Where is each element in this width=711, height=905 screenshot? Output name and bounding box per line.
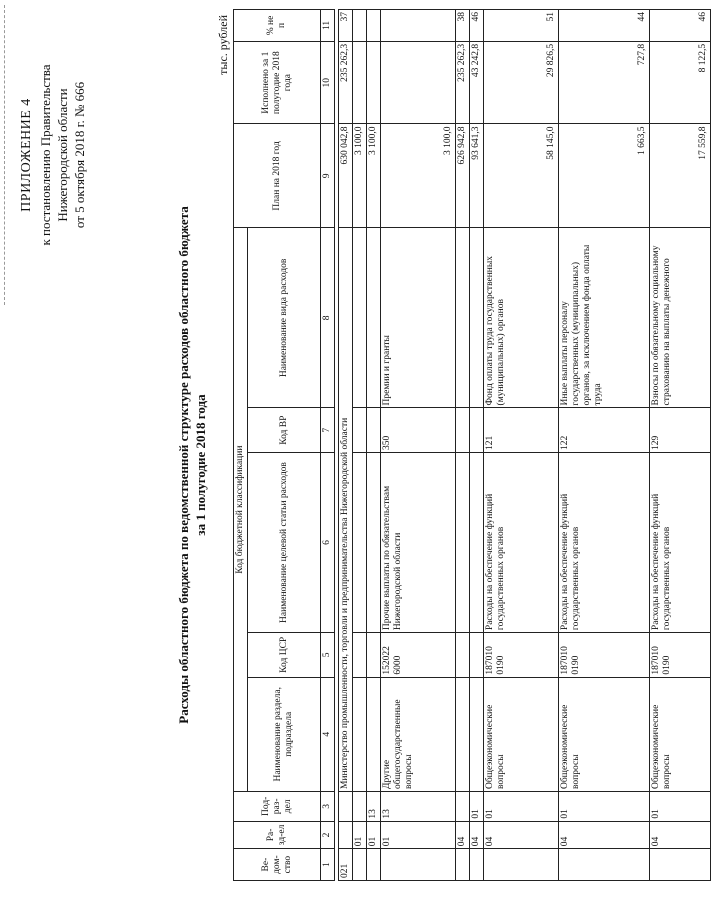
cell-plan: 3 100,0 (353, 124, 367, 228)
header-vedomstvo: Ве-дом-ство (234, 849, 321, 881)
table-row (650, 10, 711, 881)
cell-podrazdel: 01 (559, 792, 650, 822)
cell-pct: 51 (484, 10, 559, 42)
header-name-vr: Наименование вида расходов (248, 228, 321, 408)
units-label: тыс. рублей (216, 15, 230, 75)
cell-plan: 3 100,0 (381, 124, 456, 228)
cell-ministry-name: Министерство промышленности, торговли и предпринимательства Нижегородской области (339, 228, 353, 792)
expenses-table (233, 9, 711, 881)
cell-razdel: 04 (484, 821, 559, 849)
cell-vr-name: Взносы по обязательному социальному страхованию на выплаты денежного (650, 228, 711, 408)
cell-section-name: Другие общегосударственные вопросы (381, 677, 456, 791)
cell-plan: 630 042,8 (339, 124, 353, 228)
top-rule (4, 5, 5, 305)
appendix-line: от 5 октября 2018 г. № 666 (72, 81, 87, 229)
cell-csr-name: Прочие выплаты по обязательствам Нижегородской области (381, 452, 456, 632)
cell-razdel (339, 821, 353, 849)
appendix-block (18, 5, 88, 305)
column-number: 10 (321, 41, 335, 124)
cell-vr-name: Фонд оплаты труда государственных (муниципальных) органов (484, 228, 559, 408)
cell-done: 727,8 (559, 41, 650, 124)
column-number: 1 (321, 849, 335, 881)
cell-done: 235 262,3 (456, 41, 470, 124)
column-number: 3 (321, 792, 335, 822)
cell-vr: 122 (559, 408, 650, 453)
cell-vr-name: Премии и гранты (381, 228, 456, 408)
cell-done: 43 242,8 (470, 41, 484, 124)
title-line: Расходы областного бюджета по ведомственной структуре расходов областного бюджета (176, 206, 191, 724)
cell-plan: 17 559,8 (650, 124, 711, 228)
cell-razdel: 01 (353, 821, 367, 849)
cell-pct: 46 (470, 10, 484, 42)
column-number: 11 (321, 10, 335, 42)
cell-podrazdel: 01 (470, 792, 484, 822)
cell-razdel: 04 (559, 821, 650, 849)
cell-plan: 93 641,3 (470, 124, 484, 228)
cell-plan: 3 100,0 (367, 124, 381, 228)
table-row (559, 10, 650, 881)
cell-podrazdel (339, 792, 353, 822)
header-csr: Код ЦСР (248, 633, 321, 678)
cell-csr: 187010 0190 (650, 633, 711, 678)
document-title (175, 85, 209, 845)
cell-csr-name: Расходы на обеспечение функций государственных органов (559, 452, 650, 632)
header-group: Код бюджетной классификации (234, 228, 248, 792)
cell-csr-name: Расходы на обеспечение функций государственных органов (650, 452, 711, 632)
cell-podrazdel: 01 (650, 792, 711, 822)
cell-vr-name: Иные выплаты персоналу государственных (муниципальных) органов, за исключением фонда оплаты труда (559, 228, 650, 408)
cell-razdel: 04 (650, 821, 711, 849)
column-number: 9 (321, 124, 335, 228)
cell-pct: 38 (456, 10, 470, 42)
header-pct: % не п (234, 10, 321, 42)
cell-razdel: 04 (470, 821, 484, 849)
cell-plan: 58 145,0 (484, 124, 559, 228)
table-row (470, 10, 484, 881)
table-row (381, 10, 456, 881)
cell-section-name: Общеэкономические вопросы (559, 677, 650, 791)
cell-plan: 626 942,8 (456, 124, 470, 228)
appendix-line: Нижегородской области (55, 88, 70, 222)
cell-section-name: Общеэкономические вопросы (484, 677, 559, 791)
table-row (339, 10, 353, 881)
cell-vr: 350 (381, 408, 456, 453)
cell-razdel: 04 (456, 821, 470, 849)
header-plan: План на 2018 год (234, 124, 321, 228)
cell-podrazdel: 13 (367, 792, 381, 822)
cell-section-name: Общеэкономические вопросы (650, 677, 711, 791)
table-row (484, 10, 559, 881)
cell-done: 8 122,5 (650, 41, 711, 124)
column-number: 2 (321, 821, 335, 849)
cell-razdel: 01 (381, 821, 456, 849)
cell-csr-name: Расходы на обеспечение функций государственных органов (484, 452, 559, 632)
cell-csr: 187010 0190 (484, 633, 559, 678)
cell-razdel: 01 (367, 821, 381, 849)
header-razdel: Ра-зд-ел (234, 821, 321, 849)
cell-vr: 121 (484, 408, 559, 453)
table-row (353, 10, 367, 881)
cell-vr: 129 (650, 408, 711, 453)
cell-csr: 187010 0190 (559, 633, 650, 678)
header-name-section: Наименование раздела, подраздела (248, 677, 321, 791)
cell-vedomstvo: 021 (339, 849, 353, 881)
table-body (321, 10, 711, 881)
cell-podrazdel: 01 (484, 792, 559, 822)
header-vr: Код ВР (248, 408, 321, 453)
header-done: Исполнено за 1 полугодие 2018 года (234, 41, 321, 124)
cell-pct: 37 (339, 10, 353, 42)
header-name-csr: Наименование целевой статьи расходов (248, 452, 321, 632)
cell-done: 235 262,3 (339, 41, 353, 124)
cell-podrazdel: 13 (381, 792, 456, 822)
cell-plan: 1 663,5 (559, 124, 650, 228)
column-number: 8 (321, 228, 335, 408)
cell-done: 29 826,5 (484, 41, 559, 124)
column-number: 5 (321, 633, 335, 678)
column-number: 6 (321, 452, 335, 632)
header-podrazdel: Под-раз-дел (234, 792, 321, 822)
appendix-heading: ПРИЛОЖЕНИЕ 4 (19, 98, 34, 212)
column-number: 4 (321, 677, 335, 791)
cell-pct: 46 (650, 10, 711, 42)
cell-csr: 152022 6000 (381, 633, 456, 678)
appendix-line: к постановлению Правительства (38, 64, 53, 246)
cell-pct: 44 (559, 10, 650, 42)
title-line: за 1 полугодие 2018 года (193, 394, 208, 536)
column-number-row (321, 10, 335, 881)
table-row (456, 10, 470, 881)
column-number: 7 (321, 408, 335, 453)
table-row (367, 10, 381, 881)
